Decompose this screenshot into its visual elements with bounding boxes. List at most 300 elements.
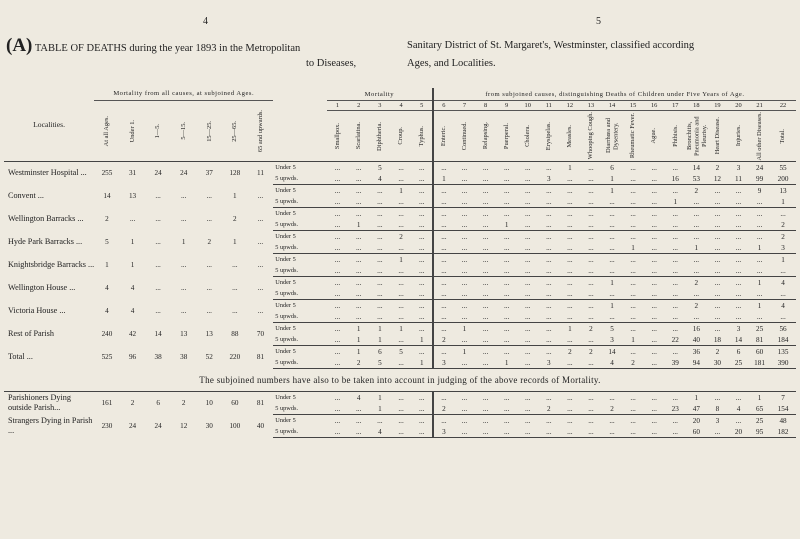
- cause-value-under-5: ...: [630, 186, 636, 195]
- cause-number: 1: [327, 101, 348, 111]
- cause-value-under-5: 1: [378, 324, 382, 333]
- age-value: 30: [205, 422, 213, 430]
- cause-value-under-5: ...: [334, 232, 341, 241]
- age-value: 2: [181, 399, 186, 408]
- cause-value-upwards: ...: [559, 357, 580, 369]
- cause-value-under-5: 135: [777, 347, 789, 356]
- cause-value-under-5: ...: [503, 324, 510, 333]
- cause-value-upwards: ...: [601, 426, 622, 438]
- cause-value-upwards: 14: [728, 334, 749, 346]
- cause-value-upwards: ...: [517, 219, 538, 231]
- cause-value-upwards: ...: [454, 311, 475, 323]
- cause-value-under-5: ...: [735, 209, 742, 218]
- upwards-label: 5 upwds.: [273, 242, 327, 254]
- cause-value-under-5: ...: [546, 232, 552, 241]
- cause-value-upwards: ...: [749, 265, 770, 277]
- cause-value-upwards: 81: [749, 334, 770, 346]
- cause-value-upwards: ...: [623, 173, 644, 185]
- age-value: ...: [181, 261, 187, 269]
- cause-column-header: [686, 111, 707, 162]
- cause-column-label: Phthisis.: [671, 125, 679, 147]
- cause-value-upwards: 1: [665, 196, 686, 208]
- cause-column-header: [412, 111, 433, 162]
- cause-column-header: [369, 111, 390, 162]
- age-column-header: [145, 101, 171, 162]
- cause-value-upwards: ...: [348, 242, 369, 254]
- cause-value-under-5: 6: [736, 347, 741, 356]
- cause-value-under-5: ...: [419, 163, 425, 172]
- cause-value-under-5: ...: [735, 301, 742, 310]
- cause-value-under-5: ...: [482, 163, 489, 172]
- cause-value-under-5: ...: [355, 416, 362, 425]
- cause-value-under-5: ...: [651, 255, 657, 264]
- cause-value-upwards: ...: [475, 196, 496, 208]
- cause-value-upwards: ...: [327, 242, 348, 254]
- cause-value-upwards: ...: [538, 426, 559, 438]
- cause-number: 21: [749, 101, 770, 111]
- cause-value-upwards: ...: [644, 265, 665, 277]
- page-number-left: 4: [203, 16, 208, 27]
- locality-name: Parishioners Dying outside Parish...: [8, 393, 71, 413]
- cause-value-under-5: ...: [609, 393, 615, 402]
- age-value: 88: [231, 330, 239, 338]
- cause-value-upwards: ...: [390, 196, 411, 208]
- cause-value-upwards: 4: [369, 426, 390, 438]
- cause-value-upwards: 1: [348, 334, 369, 346]
- age-value: ...: [206, 284, 212, 292]
- cause-value-upwards: ...: [348, 196, 369, 208]
- cause-value-under-5: ...: [735, 278, 742, 287]
- cause-value-under-5: ...: [419, 416, 425, 425]
- cause-value-upwards: ...: [559, 242, 580, 254]
- cause-value-upwards: ...: [433, 219, 454, 231]
- cause-value-under-5: ...: [461, 416, 468, 425]
- cause-value-under-5: ...: [651, 324, 657, 333]
- cause-value-under-5: ...: [735, 255, 742, 264]
- upwards-label: 5 upwds.: [273, 288, 327, 300]
- cause-value-under-5: ...: [461, 278, 468, 287]
- cause-value-under-5: ...: [377, 278, 383, 287]
- cause-value-upwards: ...: [327, 265, 348, 277]
- cause-value-under-5: ...: [693, 209, 700, 218]
- title-left: [6, 37, 300, 57]
- cause-value-upwards: ...: [580, 196, 601, 208]
- locality-name: Hyde Park Barracks ...: [8, 237, 83, 246]
- cause-value-under-5: ...: [433, 300, 454, 312]
- age-value: 128: [229, 169, 241, 178]
- cause-value-under-5: ...: [355, 301, 362, 310]
- cause-value-upwards: ...: [770, 311, 796, 323]
- cause-value-upwards: ...: [707, 242, 728, 254]
- cause-value-under-5: ...: [672, 301, 678, 310]
- cause-value-under-5: ...: [525, 232, 531, 241]
- cause-value-under-5: ...: [714, 255, 721, 264]
- cause-column-label: Rheumatic Fever.: [629, 113, 637, 159]
- cause-number: 10: [517, 101, 538, 111]
- age-value: 38: [180, 353, 188, 361]
- cause-value-under-5: ...: [525, 416, 531, 425]
- cause-value-under-5: ...: [433, 208, 454, 220]
- under-5-label: Under 5: [275, 256, 296, 263]
- age-value: 31: [128, 169, 137, 178]
- cause-value-upwards: 40: [686, 334, 707, 346]
- cause-value-upwards: ...: [623, 403, 644, 415]
- age-value: ...: [155, 215, 161, 223]
- cause-column-header: [538, 111, 559, 162]
- cause-value-upwards: 4: [601, 357, 622, 369]
- cause-value-upwards: ...: [475, 334, 496, 346]
- cause-value-upwards: ...: [644, 242, 665, 254]
- cause-value-upwards: ...: [559, 334, 580, 346]
- cause-value-under-5: 13: [779, 186, 787, 195]
- age-value: 220: [229, 353, 241, 361]
- cause-value-upwards: ...: [580, 334, 601, 346]
- cause-value-upwards: 1: [412, 334, 433, 346]
- causes-continued-header: from subjoined causes, distinguishing Deaths of Children under Five Years of Age.: [433, 88, 796, 101]
- cause-value-under-5: ...: [672, 186, 678, 195]
- cause-value-under-5: ...: [630, 416, 636, 425]
- cause-value-upwards: ...: [580, 288, 601, 300]
- cause-value-upwards: ...: [348, 288, 369, 300]
- cause-value-under-5: ...: [503, 301, 510, 310]
- cause-value-upwards: ...: [327, 173, 348, 185]
- cause-value-upwards: ...: [390, 426, 411, 438]
- cause-value-under-5: ...: [546, 186, 552, 195]
- cause-value-under-5: ...: [419, 255, 425, 264]
- cause-value-under-5: ...: [672, 278, 678, 287]
- cause-value-upwards: ...: [369, 196, 390, 208]
- cause-value-upwards: ...: [454, 288, 475, 300]
- cause-value-upwards: ...: [728, 311, 749, 323]
- cause-value-upwards: ...: [348, 265, 369, 277]
- age-value: 4: [130, 307, 135, 315]
- cause-value-upwards: ...: [728, 219, 749, 231]
- cause-value-under-5: 25: [755, 324, 764, 333]
- cause-value-under-5: 16: [692, 324, 700, 333]
- localities-header-label: Localities.: [33, 120, 65, 129]
- cause-value-upwards: ...: [390, 265, 411, 277]
- cause-column-header: [665, 111, 686, 162]
- cause-value-under-5: 1: [462, 324, 467, 333]
- age-value: 4: [105, 284, 109, 292]
- cause-value-under-5: ...: [419, 393, 425, 402]
- age-column-header: [196, 101, 222, 162]
- cause-number: 12: [559, 101, 580, 111]
- cause-value-under-5: 2: [589, 347, 593, 356]
- cause-column-label: Continued.: [460, 121, 468, 151]
- cause-value-upwards: 47: [686, 403, 707, 415]
- cause-value-under-5: ...: [419, 347, 425, 356]
- cause-value-under-5: ...: [609, 232, 615, 241]
- cause-column-label: Diarrhœa and Dysentery.: [604, 118, 620, 154]
- cause-value-upwards: ...: [559, 173, 580, 185]
- cause-value-under-5: ...: [588, 416, 594, 425]
- upwards-label: 5 upwds.: [273, 426, 327, 438]
- age-value: ...: [155, 238, 161, 246]
- upwards-label: 5 upwds.: [273, 403, 327, 415]
- cause-value-upwards: ...: [517, 288, 538, 300]
- cause-value-under-5: ...: [588, 393, 594, 402]
- cause-value-under-5: 2: [715, 163, 720, 172]
- cause-value-under-5: ...: [735, 393, 742, 402]
- cause-value-under-5: 1: [757, 301, 762, 310]
- upwards-label: 5 upwds.: [273, 219, 327, 231]
- cause-value-under-5: ...: [461, 186, 468, 195]
- cause-value-under-5: 1: [610, 301, 614, 310]
- cause-value-under-5: ...: [461, 232, 468, 241]
- cause-number: 2: [348, 101, 369, 111]
- cause-value-under-5: ...: [630, 278, 636, 287]
- cause-value-upwards: 12: [707, 173, 728, 185]
- under-5-label: Under 5: [275, 210, 296, 217]
- cause-value-upwards: ...: [454, 219, 475, 231]
- cause-value-under-5: 20: [692, 416, 700, 425]
- cause-value-upwards: 3: [601, 334, 622, 346]
- cause-column-header: [496, 111, 517, 162]
- cause-value-upwards: 4: [728, 403, 749, 415]
- cause-value-under-5: ...: [546, 163, 552, 172]
- cause-value-under-5: 4: [356, 393, 361, 402]
- cause-value-under-5: 2: [589, 324, 593, 333]
- cause-value-upwards: ...: [623, 196, 644, 208]
- cause-value-upwards: ...: [559, 196, 580, 208]
- age-column-header: [171, 101, 197, 162]
- cause-value-under-5: 6: [378, 347, 382, 356]
- cause-value-upwards: 1: [601, 173, 622, 185]
- cause-value-upwards: ...: [327, 219, 348, 231]
- age-value: ...: [181, 215, 187, 223]
- cause-value-under-5: ...: [525, 278, 531, 287]
- cause-value-under-5: ...: [651, 186, 657, 195]
- cause-column-header: [517, 111, 538, 162]
- cause-value-under-5: ...: [482, 232, 489, 241]
- cause-value-upwards: ...: [707, 426, 728, 438]
- cause-value-under-5: ...: [377, 209, 383, 218]
- cause-value-upwards: 184: [770, 334, 796, 346]
- cause-number: 15: [623, 101, 644, 111]
- section-marker: (A): [6, 35, 33, 56]
- cause-column-header: [707, 111, 728, 162]
- cause-value-upwards: ...: [517, 265, 538, 277]
- cause-value-upwards: ...: [454, 265, 475, 277]
- cause-value-upwards: 154: [770, 403, 796, 415]
- cause-value-upwards: ...: [454, 173, 475, 185]
- cause-value-under-5: ...: [546, 301, 552, 310]
- cause-value-upwards: 1: [369, 334, 390, 346]
- cause-value-under-5: 9: [757, 186, 762, 195]
- cause-value-under-5: ...: [525, 324, 531, 333]
- cause-column-label: Bronchitis, Pneumonia and Pleurisy.: [685, 116, 708, 156]
- cause-value-under-5: ...: [503, 163, 510, 172]
- cause-value-under-5: ...: [714, 324, 721, 333]
- age-value: 60: [231, 399, 239, 408]
- age-value: 1: [105, 261, 109, 269]
- cause-value-under-5: ...: [735, 416, 742, 425]
- cause-value-upwards: ...: [644, 334, 665, 346]
- cause-value-upwards: ...: [559, 219, 580, 231]
- cause-value-upwards: ...: [496, 334, 517, 346]
- cause-value-under-5: ...: [672, 324, 678, 333]
- age-value: 24: [180, 169, 188, 178]
- cause-column-label: Cholera.: [524, 125, 531, 147]
- cause-column-header: [749, 111, 770, 162]
- cause-value-under-5: ...: [355, 278, 362, 287]
- cause-value-under-5: ...: [355, 232, 362, 241]
- cause-value-upwards: ...: [454, 426, 475, 438]
- cause-value-under-5: ...: [482, 255, 489, 264]
- cause-value-upwards: ...: [348, 311, 369, 323]
- cause-number: 3: [369, 101, 390, 111]
- cause-value-under-5: ...: [630, 393, 636, 402]
- cause-value-upwards: ...: [454, 357, 475, 369]
- cause-column-label: Croup.: [397, 127, 405, 145]
- cause-number: 16: [644, 101, 665, 111]
- cause-value-under-5: ...: [714, 186, 721, 195]
- cause-value-under-5: ...: [651, 347, 657, 356]
- cause-value-upwards: 2: [433, 403, 454, 415]
- cause-value-under-5: ...: [525, 393, 531, 402]
- cause-value-upwards: 1: [686, 242, 707, 254]
- age-column-label: 65 and upwards.: [256, 109, 264, 153]
- cause-value-upwards: ...: [412, 311, 433, 323]
- cause-value-upwards: ...: [475, 311, 496, 323]
- cause-value-under-5: ...: [588, 232, 594, 241]
- cause-value-upwards: ...: [327, 311, 348, 323]
- cause-value-upwards: 1: [749, 242, 770, 254]
- cause-value-upwards: ...: [728, 242, 749, 254]
- cause-value-under-5: ...: [482, 393, 489, 402]
- cause-value-under-5: ...: [461, 163, 468, 172]
- cause-number: 20: [728, 101, 749, 111]
- cause-value-upwards: ...: [327, 426, 348, 438]
- cause-value-under-5: ...: [672, 347, 678, 356]
- cause-value-under-5: ...: [398, 209, 404, 218]
- cause-column-header: [348, 111, 369, 162]
- cause-value-upwards: ...: [601, 311, 622, 323]
- age-value: 12: [180, 422, 188, 430]
- cause-value-under-5: ...: [334, 186, 341, 195]
- age-value: 100: [229, 422, 241, 430]
- cause-value-under-5: ...: [334, 416, 341, 425]
- cause-value-upwards: ...: [390, 219, 411, 231]
- cause-value-upwards: ...: [665, 311, 686, 323]
- age-value: 4: [105, 307, 109, 315]
- cause-column-header: [433, 111, 454, 162]
- cause-value-under-5: ...: [525, 347, 531, 356]
- cause-value-under-5: ...: [672, 163, 678, 172]
- cause-value-upwards: 39: [665, 357, 686, 369]
- cause-value-upwards: 65: [749, 403, 770, 415]
- cause-value-upwards: ...: [538, 196, 559, 208]
- cause-value-upwards: ...: [475, 173, 496, 185]
- cause-value-under-5: ...: [567, 393, 573, 402]
- cause-column-header: [623, 111, 644, 162]
- cause-value-upwards: ...: [749, 219, 770, 231]
- age-value: ...: [155, 284, 161, 292]
- cause-value-under-5: ...: [693, 232, 700, 241]
- cause-value-under-5: ...: [503, 232, 510, 241]
- age-value: ...: [206, 192, 212, 200]
- cause-value-upwards: ...: [644, 173, 665, 185]
- cause-value-upwards: ...: [496, 173, 517, 185]
- cause-value-upwards: ...: [665, 288, 686, 300]
- cause-value-upwards: ...: [412, 219, 433, 231]
- cause-value-under-5: ...: [503, 209, 510, 218]
- cause-value-upwards: ...: [454, 242, 475, 254]
- cause-value-upwards: ...: [412, 426, 433, 438]
- cause-value-under-5: 2: [715, 347, 720, 356]
- cause-value-under-5: ...: [525, 186, 531, 195]
- cause-value-upwards: 1: [412, 357, 433, 369]
- age-value: ...: [257, 284, 264, 292]
- cause-value-under-5: 1: [757, 393, 762, 402]
- cause-column-header: [728, 111, 749, 162]
- cause-number: 9: [496, 101, 517, 111]
- cause-value-upwards: ...: [623, 219, 644, 231]
- cause-value-under-5: 2: [694, 186, 699, 195]
- cause-value-under-5: ...: [482, 416, 489, 425]
- cause-value-under-5: ...: [672, 416, 678, 425]
- locality-name: Knightsbridge Barracks ...: [8, 260, 95, 269]
- cause-value-upwards: ...: [623, 311, 644, 323]
- cause-number: 7: [454, 101, 475, 111]
- cause-value-under-5: ...: [588, 301, 594, 310]
- cause-value-upwards: ...: [390, 403, 411, 415]
- cause-value-under-5: 4: [781, 278, 785, 287]
- age-value: 38: [154, 353, 162, 361]
- cause-value-under-5: ...: [419, 301, 425, 310]
- age-value: 2: [130, 399, 135, 408]
- under-5-label: Under 5: [275, 394, 296, 401]
- cause-value-upwards: 2: [623, 357, 644, 369]
- cause-column-label: Measles.: [566, 124, 574, 148]
- cause-value-upwards: ...: [412, 196, 433, 208]
- age-value: 2: [207, 238, 212, 246]
- cause-value-under-5: 60: [755, 347, 764, 356]
- cause-value-under-5: ...: [461, 255, 468, 264]
- cause-value-under-5: 1: [399, 186, 403, 195]
- cause-value-upwards: 5: [369, 357, 390, 369]
- cause-value-upwards: ...: [496, 265, 517, 277]
- cause-column-label: Scarlatina.: [354, 122, 362, 150]
- cause-value-upwards: ...: [707, 219, 728, 231]
- cause-value-under-5: ...: [588, 255, 594, 264]
- cause-value-under-5: ...: [588, 278, 594, 287]
- cause-value-under-5: ...: [630, 232, 636, 241]
- cause-value-upwards: ...: [559, 426, 580, 438]
- under-5-label: Under 5: [275, 187, 296, 194]
- age-value: 255: [101, 169, 113, 178]
- age-value: ...: [181, 192, 187, 200]
- age-column-label: 5—15.: [179, 122, 187, 140]
- age-value: ...: [257, 261, 264, 269]
- age-value: 10: [205, 399, 213, 408]
- cause-value-upwards: 182: [770, 426, 796, 438]
- cause-value-under-5: ...: [546, 324, 552, 333]
- cause-value-under-5: ...: [433, 185, 454, 197]
- age-value: 24: [128, 422, 137, 430]
- title-right-line2: Ages, and Localities.: [407, 58, 496, 69]
- cause-value-under-5: ...: [630, 324, 636, 333]
- cause-value-under-5: ...: [377, 301, 383, 310]
- cause-value-under-5: ...: [567, 416, 573, 425]
- cause-value-under-5: ...: [546, 278, 552, 287]
- cause-value-upwards: ...: [644, 219, 665, 231]
- under-5-label: Under 5: [275, 302, 296, 309]
- cause-value-under-5: 3: [736, 324, 741, 333]
- cause-value-under-5: ...: [419, 232, 425, 241]
- locality-name: Wellington House ...: [8, 283, 76, 292]
